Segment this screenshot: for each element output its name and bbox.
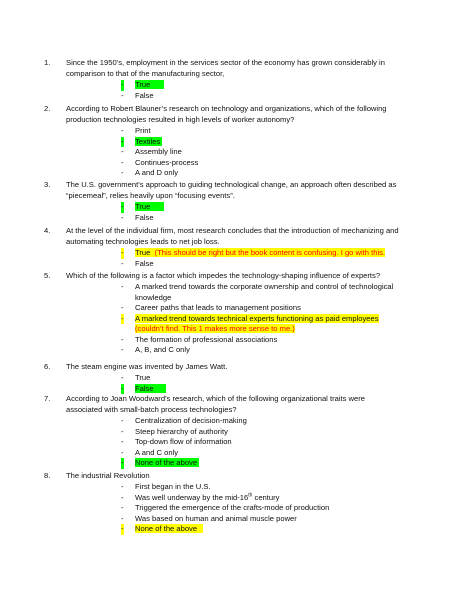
question-number: 2. bbox=[44, 104, 51, 113]
question-text: The steam engine was invented by James Watt. bbox=[66, 362, 228, 371]
question-6 bbox=[44, 362, 444, 373]
question-text: The industrial Revolution bbox=[66, 471, 150, 480]
option-d: - The formation of professional associations bbox=[121, 334, 278, 344]
option-e: - A and D only bbox=[121, 168, 179, 177]
question-text: According to Robert Blauner’s research on technology and organizations, which of the following bbox=[66, 104, 387, 113]
options-5 bbox=[121, 282, 421, 356]
option-b: - Steep hierarchy of authority bbox=[121, 426, 228, 436]
options-6 bbox=[121, 373, 421, 394]
question-2 bbox=[44, 104, 444, 125]
answer-highlight: None of the above bbox=[135, 524, 203, 533]
options-8 bbox=[121, 482, 421, 535]
options-7 bbox=[121, 416, 421, 469]
option-e: - A, B, and C only bbox=[121, 345, 190, 354]
question-1 bbox=[44, 58, 444, 79]
option-b: - Career paths that leads to management positions bbox=[121, 303, 301, 312]
question-7 bbox=[44, 394, 444, 415]
annotation-note: (This should be right but the book content is confusing. I go with this. bbox=[154, 248, 386, 257]
annotation-note: (couldn’t find. This 1 makes more sense to me.) bbox=[135, 324, 295, 333]
question-number: 3. bbox=[44, 180, 51, 189]
question-number: 1. bbox=[44, 58, 51, 67]
question-number: 7. bbox=[44, 394, 51, 403]
question-text: According to Joan Woodward’s research, which of the following organizational traits were bbox=[66, 394, 365, 403]
option-a: - A marked trend towards the corporate ownership and control of technological knowledge bbox=[121, 282, 394, 302]
question-3 bbox=[44, 180, 444, 201]
option-a: - First began in the U.S. bbox=[121, 482, 211, 491]
question-text: associated with small-batch process technologies? bbox=[66, 404, 237, 414]
options-2 bbox=[121, 126, 421, 179]
options-1 bbox=[121, 80, 421, 101]
question-text: Which of the following is a factor which impedes the technology-shaping influence of experts? bbox=[66, 271, 381, 280]
option-c: - Top-down flow of information bbox=[121, 437, 232, 446]
option-a: - Centralization of decision-making bbox=[121, 416, 247, 425]
question-text: comparison to that of the manufacturing sector, bbox=[66, 68, 225, 78]
option-e: - None of the above bbox=[121, 524, 421, 535]
option-d: - A and C only bbox=[121, 447, 179, 457]
question-text: automating technologies leads to net job loss. bbox=[66, 236, 220, 246]
option-true: - True bbox=[121, 373, 151, 382]
question-number: 8. bbox=[44, 471, 51, 480]
question-text: Since the 1950’s, employment in the services sector of the economy has grown considerably in bbox=[66, 58, 385, 67]
answer-highlight: False bbox=[135, 384, 166, 393]
answer-highlight: True bbox=[135, 248, 151, 257]
question-text: “piecemeal”, relies heavily upon “focusing events”. bbox=[66, 190, 235, 200]
option-d: - Was based on human and animal muscle power bbox=[121, 513, 297, 523]
options-3 bbox=[121, 202, 421, 223]
option-c: - Assembly line bbox=[121, 147, 182, 156]
option-false: - False bbox=[121, 258, 154, 268]
question-5 bbox=[44, 271, 444, 282]
option-true: - True bbox=[121, 80, 421, 91]
option-true: - True bbox=[121, 202, 421, 213]
answer-highlight: None of the above bbox=[135, 458, 198, 467]
question-number: 4. bbox=[44, 226, 51, 235]
question-number: 6. bbox=[44, 362, 51, 371]
question-text: production technologies resulted in high levels of worker autonomy? bbox=[66, 114, 295, 124]
option-b: - Textiles bbox=[121, 136, 161, 146]
option-false: - False bbox=[121, 384, 421, 395]
option-b: - Was well underway by the mid-16th century bbox=[121, 491, 280, 502]
question-text: At the level of the individual firm, most research concludes that the introduction of mechanizing and bbox=[66, 226, 399, 235]
option-a: - Print bbox=[121, 126, 151, 135]
option-e: - None of the above bbox=[121, 458, 198, 467]
options-4 bbox=[121, 248, 461, 269]
option-false: - False bbox=[121, 90, 154, 100]
question-8 bbox=[44, 471, 444, 482]
answer-highlight: True bbox=[135, 80, 164, 89]
option-false: - False bbox=[121, 212, 154, 222]
question-4 bbox=[44, 226, 444, 247]
answer-highlight: True bbox=[135, 202, 164, 211]
question-text: The U.S. government’s approach to guiding technological change, an approach often described as bbox=[66, 180, 397, 189]
option-true: - True (This should be right but the book content is confusing. I go with this. bbox=[121, 248, 386, 257]
answer-highlight: Textiles bbox=[135, 136, 161, 146]
question-number: 5. bbox=[44, 271, 51, 280]
answer-highlight: A marked trend towards technical experts functioning as paid employees bbox=[135, 313, 379, 323]
option-c: - Triggered the emergence of the crafts-mode of production bbox=[121, 503, 330, 512]
option-c: - A marked trend towards technical experts functioning as paid employees (couldn’t find. This 1 makes more sense to me.) bbox=[121, 313, 379, 333]
option-d: - Continues-process bbox=[121, 157, 199, 167]
